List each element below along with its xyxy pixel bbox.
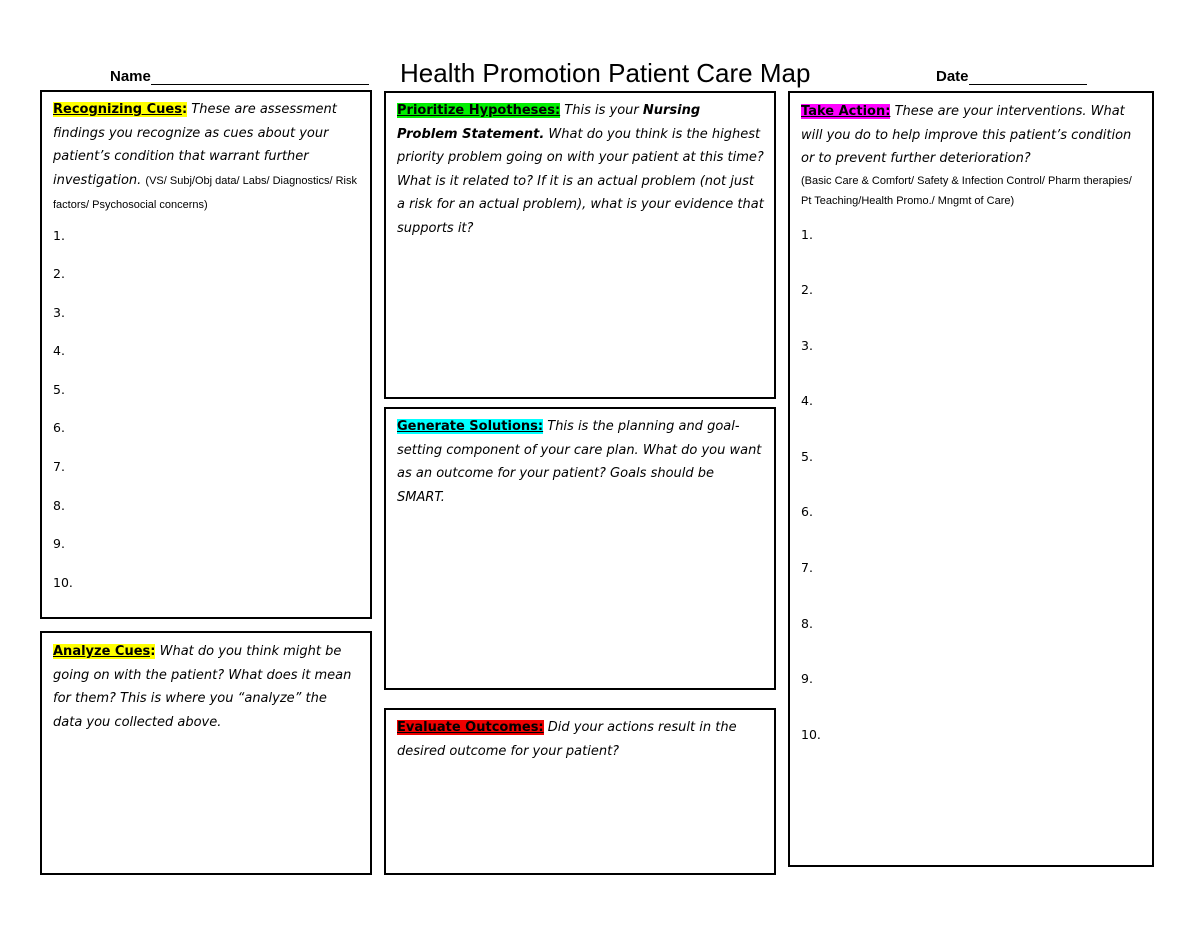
generate-solutions-text [397,415,764,509]
date-label: Date [936,68,969,85]
name-field[interactable] [110,68,369,85]
date-field[interactable] [936,68,1087,85]
date-line[interactable] [969,70,1087,85]
take-action-box[interactable] [788,91,1154,867]
prioritize-hypotheses-intro: This is your [564,103,639,118]
analyze-cues-colon: : [150,644,156,659]
analyze-cues-label: Analyze Cues [53,644,151,659]
recognizing-cues-label: Recognizing Cues [53,102,182,117]
list-item[interactable]: 4. [801,393,813,409]
nursing-problem-statement: Nursing Problem Statement. [397,103,701,142]
list-item[interactable]: 7. [53,459,65,475]
analyze-cues-text [53,640,360,734]
evaluate-outcomes-box[interactable] [384,708,776,875]
list-item[interactable]: 7. [801,560,813,576]
take-action-text [801,100,1142,171]
recognizing-cues-box[interactable] [40,90,372,619]
generate-solutions-label: Generate Solutions: [397,419,544,434]
name-line[interactable] [151,70,369,85]
list-item[interactable]: 6. [801,504,813,520]
take-action-list [801,227,1142,783]
list-item[interactable]: 10. [53,574,73,590]
take-action-label: Take Action: [801,104,891,119]
take-action-note: (Basic Care & Comfort/ Safety & Infection Control/ Pharm therapies/ Pt Teaching/Health Promo./ Mngmt of Care) [801,174,1132,207]
list-item[interactable]: 6. [53,420,65,436]
list-item[interactable]: 8. [53,497,65,513]
generate-solutions-description: This is the planning and goal-setting component of your care plan. What do you want as an outcome for your patient? Goals should be SMART. [397,419,762,505]
list-item[interactable]: 2. [801,282,813,298]
prioritize-hypotheses-description: What do you think is the highest priority problem going on with your patient at this time? What is it related to? If it is an actual problem (not just a risk for an actual problem), what is your evidence that supports it? [397,126,764,236]
list-item[interactable]: 3. [801,337,813,353]
recognizing-cues-note: (VS/ Subj/Obj data/ Labs/ Diagnostics/ Risk factors/ Psychosocial concerns) [53,174,357,211]
page-title: Health Promotion Patient Care Map [400,58,811,88]
analyze-cues-box[interactable] [40,631,372,875]
analyze-cues-description: What do you think might be going on with the patient? What does it mean for them? This is where you “analyze” the data you collected above. [53,644,352,730]
recognizing-cues-description: These are assessment findings you recognize as cues about your patient’s condition that warrant further investigation. [53,102,337,188]
generate-solutions-box[interactable] [384,407,776,690]
recognizing-cues-list [53,228,360,614]
evaluate-outcomes-description: Did your actions result in the desired outcome for your patient? [397,720,737,759]
list-item[interactable]: 10. [801,726,821,742]
prioritize-hypotheses-box[interactable] [384,91,776,399]
prioritize-hypotheses-label: Prioritize Hypotheses: [397,103,561,118]
list-item[interactable]: 3. [53,304,65,320]
list-item[interactable]: 5. [801,448,813,464]
evaluate-outcomes-text [397,716,764,763]
list-item[interactable]: 1. [801,226,813,242]
prioritize-hypotheses-text [397,99,764,240]
take-action-description: These are your interventions. What will you do to help improve this patient’s condition or to prevent further deterioration? [801,104,1132,166]
list-item[interactable]: 9. [801,671,813,687]
list-item[interactable]: 8. [801,615,813,631]
list-item[interactable]: 4. [53,343,65,359]
list-item[interactable]: 1. [53,227,65,243]
recognizing-cues-colon: : [181,102,188,117]
name-label: Name [110,68,151,85]
list-item[interactable]: 2. [53,266,65,282]
evaluate-outcomes-label: Evaluate Outcomes: [397,720,544,735]
recognizing-cues-text [53,98,360,218]
list-item[interactable]: 9. [53,536,65,552]
list-item[interactable]: 5. [53,381,65,397]
